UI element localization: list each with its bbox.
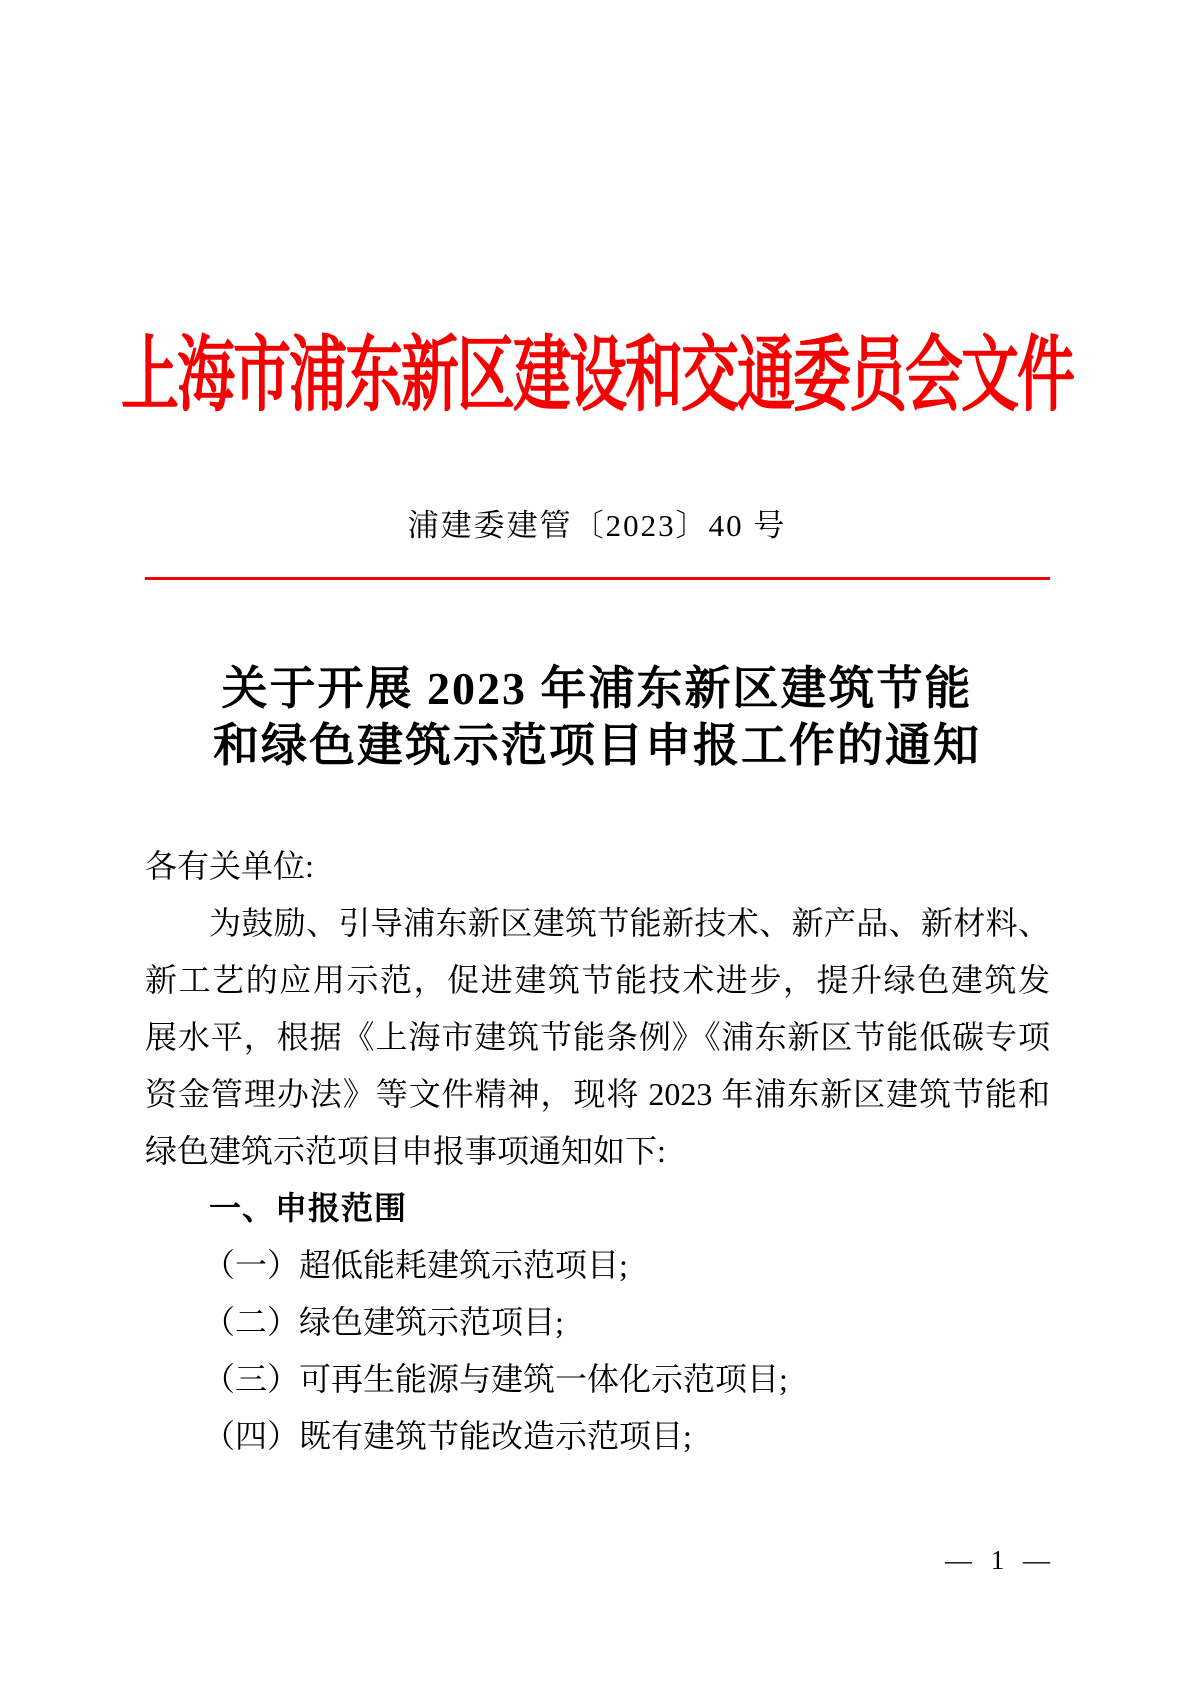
document-body bbox=[145, 838, 1050, 1465]
list-item: （四）既有建筑节能改造示范项目; bbox=[203, 1418, 692, 1454]
red-divider-rule bbox=[145, 577, 1050, 580]
document-title-line2: 和绿色建筑示范项目申报工作的通知 bbox=[213, 720, 981, 771]
section-heading-scope: 一、申报范围 bbox=[209, 1190, 408, 1226]
document-title bbox=[0, 660, 1194, 774]
paragraph-line: 展水平，根据《上海市建筑节能条例》《浦东新区节能低碳专项 bbox=[145, 1019, 1050, 1055]
list-item: （三）可再生能源与建筑一体化示范项目; bbox=[203, 1361, 788, 1397]
agency-header bbox=[0, 308, 1194, 422]
agency-header-title: 上海市浦东新区建设和交通委员会文件 bbox=[120, 329, 1073, 422]
page-number: — 1 — bbox=[945, 1545, 1056, 1575]
paragraph-line: 为鼓励、引导浦东新区建筑节能新技术、新产品、新材料、 bbox=[209, 905, 1050, 941]
paragraph-line: 绿色建筑示范项目申报事项通知如下: bbox=[145, 1133, 666, 1169]
list-item: （一）超低能耗建筑示范项目; bbox=[203, 1247, 628, 1283]
document-number: 浦建委建管〔2023〕40 号 bbox=[407, 508, 787, 543]
paragraph-line: 新工艺的应用示范，促进建筑节能技术进步，提升绿色建筑发 bbox=[145, 962, 1050, 998]
list-item: （二）绿色建筑示范项目; bbox=[203, 1304, 564, 1340]
document-title-line1: 关于开展 2023 年浦东新区建筑节能 bbox=[221, 663, 973, 714]
salutation: 各有关单位: bbox=[145, 848, 314, 884]
paragraph-line: 资金管理办法》等文件精神，现将 2023 年浦东新区建筑节能和 bbox=[145, 1076, 1050, 1112]
